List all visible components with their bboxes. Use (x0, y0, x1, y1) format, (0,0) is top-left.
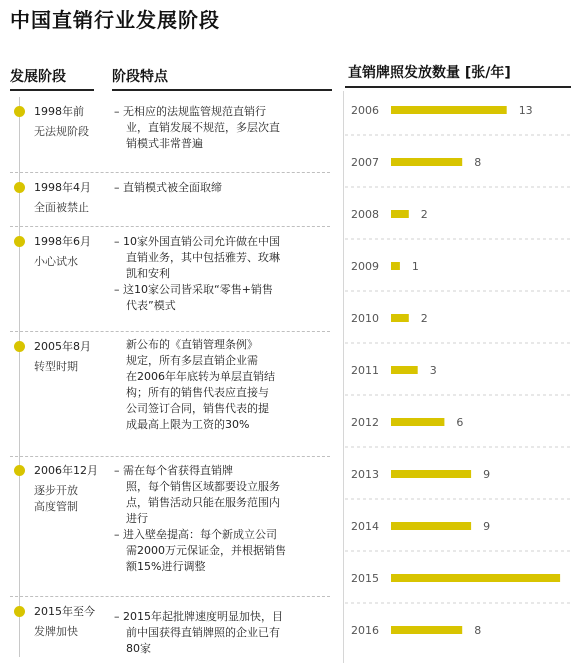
description-line: – 需在每个省获得直销牌 (114, 464, 233, 477)
timeline-dot (14, 465, 25, 476)
stage-date: 2015年至今 (34, 605, 95, 618)
description-line: 代表”模式 (126, 299, 176, 312)
stage-date: 1998年前 (34, 105, 84, 118)
description-line: – 10家外国直销公司允许做在中国 (114, 235, 280, 248)
description-line: – 这10家公司皆采取“零售+销售 (114, 283, 273, 296)
features-column-header: 阶段特点 (112, 69, 168, 85)
stage-description (114, 234, 328, 314)
year-tick-label: 2012 (351, 416, 379, 429)
stage-header-underline (10, 89, 94, 91)
stage-label: 发牌加快 (34, 625, 78, 638)
description-line: 业，直销发展不规范，多层次直 (126, 121, 280, 134)
stage-divider (10, 456, 330, 457)
stage-date: 1998年4月 (34, 181, 91, 194)
bar-2006 (391, 106, 507, 114)
description-line: 额15%进行调整 (126, 560, 206, 573)
chart-title: 直销牌照发放数量 [张/年] (348, 65, 511, 81)
bar-value-label: 6 (456, 416, 464, 429)
description-line: 点，销售活动只能在服务范围内 (126, 496, 280, 509)
timeline-dot (14, 341, 25, 352)
year-tick-label: 2010 (351, 312, 379, 325)
stage-description (114, 104, 328, 152)
bar-2011 (391, 366, 418, 374)
timeline-dot (14, 236, 25, 247)
year-tick-label: 2006 (351, 104, 379, 117)
description-line: 80家 (126, 642, 151, 655)
timeline-line (19, 97, 20, 657)
stage-description (114, 609, 328, 657)
bar-2016 (391, 626, 462, 634)
description-line: 直销业务，其中包括雅芳、玫琳 (126, 251, 280, 264)
bar-value-label: 8 (474, 624, 482, 637)
description-line: 凯和安利 (126, 267, 170, 280)
year-tick-label: 2015 (351, 572, 379, 585)
stage-label: 逐步开放 高度管制 (34, 484, 78, 513)
description-line: 规定，所有多层直销企业需 (126, 354, 258, 367)
year-tick-label: 2008 (351, 208, 379, 221)
page-title: 中国直销行业发展阶段 (10, 8, 220, 32)
stage-divider (10, 226, 330, 227)
year-tick-label: 2009 (351, 260, 379, 273)
year-tick-label: 2016 (351, 624, 379, 637)
stage-divider (10, 596, 330, 597)
description-line: 构；所有的销售代表应直接与 (126, 386, 269, 399)
bar-2010 (391, 314, 409, 322)
stage-label: 转型时期 (34, 360, 78, 373)
description-line: 公司签订合同，销售代表的提 (126, 402, 269, 415)
year-tick-label: 2007 (351, 156, 379, 169)
timeline-dot (14, 182, 25, 193)
bar-value-label: 13 (518, 104, 533, 117)
stage-description (114, 463, 328, 575)
stage-description (114, 180, 328, 196)
bar-2009 (391, 262, 400, 270)
bar-value-label (572, 572, 573, 585)
year-tick-label: 2011 (351, 364, 379, 377)
bar-value-label: 9 (483, 520, 491, 533)
bar-2012 (391, 418, 444, 426)
stage-label: 无法规阶段 (34, 125, 89, 138)
description-line: 进行 (126, 512, 148, 525)
description-line: – 进入壁垒提高：每个新成立公司 (114, 528, 277, 541)
description-line: – 直销模式被全面取缔 (114, 181, 222, 194)
chart-header-underline (345, 86, 571, 88)
bar-value-label: 3 (429, 364, 437, 377)
features-header-underline (112, 89, 332, 91)
year-tick-label: 2014 (351, 520, 379, 533)
stage-column-header: 发展阶段 (10, 69, 66, 85)
year-tick-label: 2013 (351, 468, 379, 481)
bar-value-label: 1 (411, 260, 419, 273)
stage-divider (10, 172, 330, 173)
bar-value-label: 8 (474, 156, 482, 169)
timeline-dot (14, 606, 25, 617)
bar-value-label: 2 (420, 312, 428, 325)
stage-label: 全面被禁止 (34, 201, 89, 214)
description-line: 前中国获得直销牌照的企业已有 (126, 626, 280, 639)
timeline-dot (14, 106, 25, 117)
stage-divider (10, 331, 330, 332)
description-line: – 2015年起批牌速度明显加快，目 (114, 610, 283, 623)
bar-2013 (391, 470, 471, 478)
stage-date: 1998年6月 (34, 235, 91, 248)
stage-date: 2005年8月 (34, 340, 91, 353)
description-line: 销模式非常普遍 (126, 137, 203, 150)
stage-date: 2006年12月 (34, 464, 98, 477)
description-line: 照，每个销售区域都要设立服务 (126, 480, 280, 493)
bar-value-label: 9 (483, 468, 491, 481)
description-line: 需2000万元保证金，并根据销售 (126, 544, 286, 557)
bar-2008 (391, 210, 409, 218)
bar-value-label: 2 (420, 208, 428, 221)
bar-2007 (391, 158, 462, 166)
description-line: 新公布的《直销管理条例》 (126, 338, 258, 351)
description-line: 成最高上限为工资的30% (126, 418, 250, 431)
bar-chart (343, 91, 573, 663)
description-line: – 无相应的法规监管规范直销行 (114, 105, 266, 118)
stage-label: 小心试水 (34, 255, 78, 268)
description-line: 在2006年年底转为单层直销结 (126, 370, 275, 383)
stage-description (114, 337, 328, 433)
bar-2014 (391, 522, 471, 530)
bar-2015 (391, 574, 560, 582)
